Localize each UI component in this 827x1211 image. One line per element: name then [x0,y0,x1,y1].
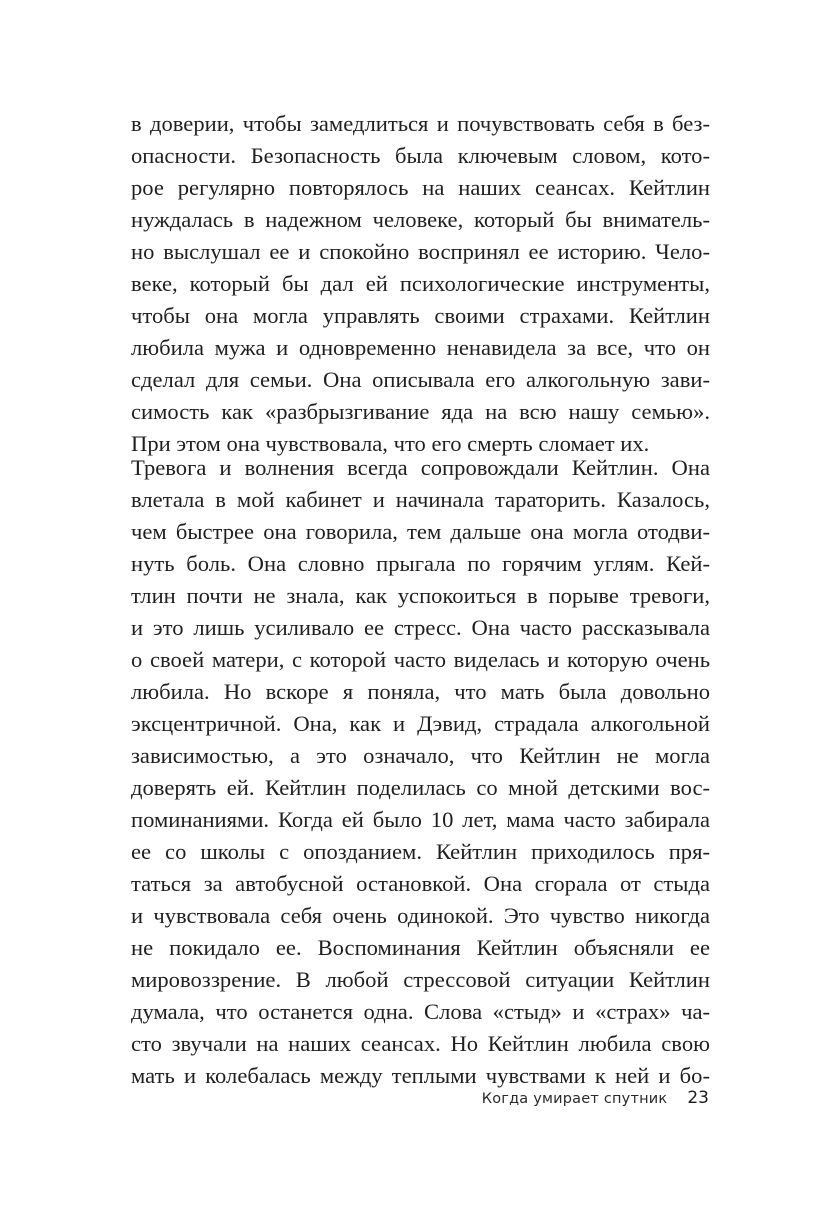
text-line: веке, который бы дал ей психологические инструменты, [131,271,710,296]
paragraph-2 [131,452,710,1092]
text-line: ее со школы с опозданием. Кейтлин приходилось пря- [131,839,710,864]
text-line: Тревога и волнения всегда сопровождали Кейтлин. Она [131,455,710,480]
text-line: поминаниями. Когда ей было 10 лет, мама часто забирала [131,807,710,832]
text-line: опасности. Безопасность была ключевым словом, кото- [131,143,710,168]
text-line: мать и колебалась между теплыми чувствами к ней и бо- [131,1063,710,1088]
text-line: доверять ей. Кейтлин поделилась со мной детскими вос- [131,775,710,800]
running-title: Когда умирает спутник [481,1091,668,1107]
text-line: эксцентричной. Она, как и Дэвид, страдала алкогольной [131,711,710,736]
text-line: мировоззрение. В любой стрессовой ситуации Кейтлин [131,967,710,992]
text-line: чтобы она могла управлять своими страхами. Кейтлин [131,303,710,328]
text-line: сделал для семьи. Она описывала его алкогольную зави- [131,367,710,392]
text-line: тлин почти не знала, как успокоиться в порыве тревоги, [131,583,710,608]
page-number: 23 [687,1088,709,1108]
text-line: но выслушал ее и спокойно воспринял ее историю. Чело- [131,239,710,264]
text-line: зависимостью, а это означало, что Кейтлин не могла [131,743,710,768]
text-line: в доверии, чтобы замедлиться и почувствовать себя в без- [131,111,710,136]
text-line: чем быстрее она говорила, тем дальше она могла отодви- [131,519,710,544]
text-line: и это лишь усиливало ее стресс. Она часто рассказывала [131,615,710,640]
text-line: влетала в мой кабинет и начинала тараторить. Казалось, [131,487,710,512]
text-line: таться за автобусной остановкой. Она сгорала от стыда [131,871,710,896]
paragraph-1 [131,108,710,460]
text-line: и чувствовала себя очень одинокой. Это чувство никогда [131,903,710,928]
text-line: любила. Но вскоре я поняла, что мать была довольно [131,679,710,704]
text-line: любила мужа и одновременно ненавидела за все, что он [131,335,710,360]
text-line: рое регулярно повторялось на наших сеансах. Кейтлин [131,175,710,200]
page-footer [482,1088,709,1108]
text-line: думала, что останется одна. Слова «стыд» и «страх» ча- [131,999,710,1024]
text-line: сто звучали на наших сеансах. Но Кейтлин любила свою [131,1031,710,1056]
text-line: симость как «разбрызгивание яда на всю нашу семью». [131,399,710,424]
text-line: нуть боль. Она словно прыгала по горячим углям. Кей- [131,551,710,576]
text-line: При этом она чувствовала, что его смерть сломает их. [131,431,650,456]
text-line: нуждалась в надежном человеке, который бы вниматель- [131,207,710,232]
text-line: о своей матери, с которой часто виделась и которую очень [131,647,710,672]
text-line: не покидало ее. Воспоминания Кейтлин объясняли ее [131,935,710,960]
